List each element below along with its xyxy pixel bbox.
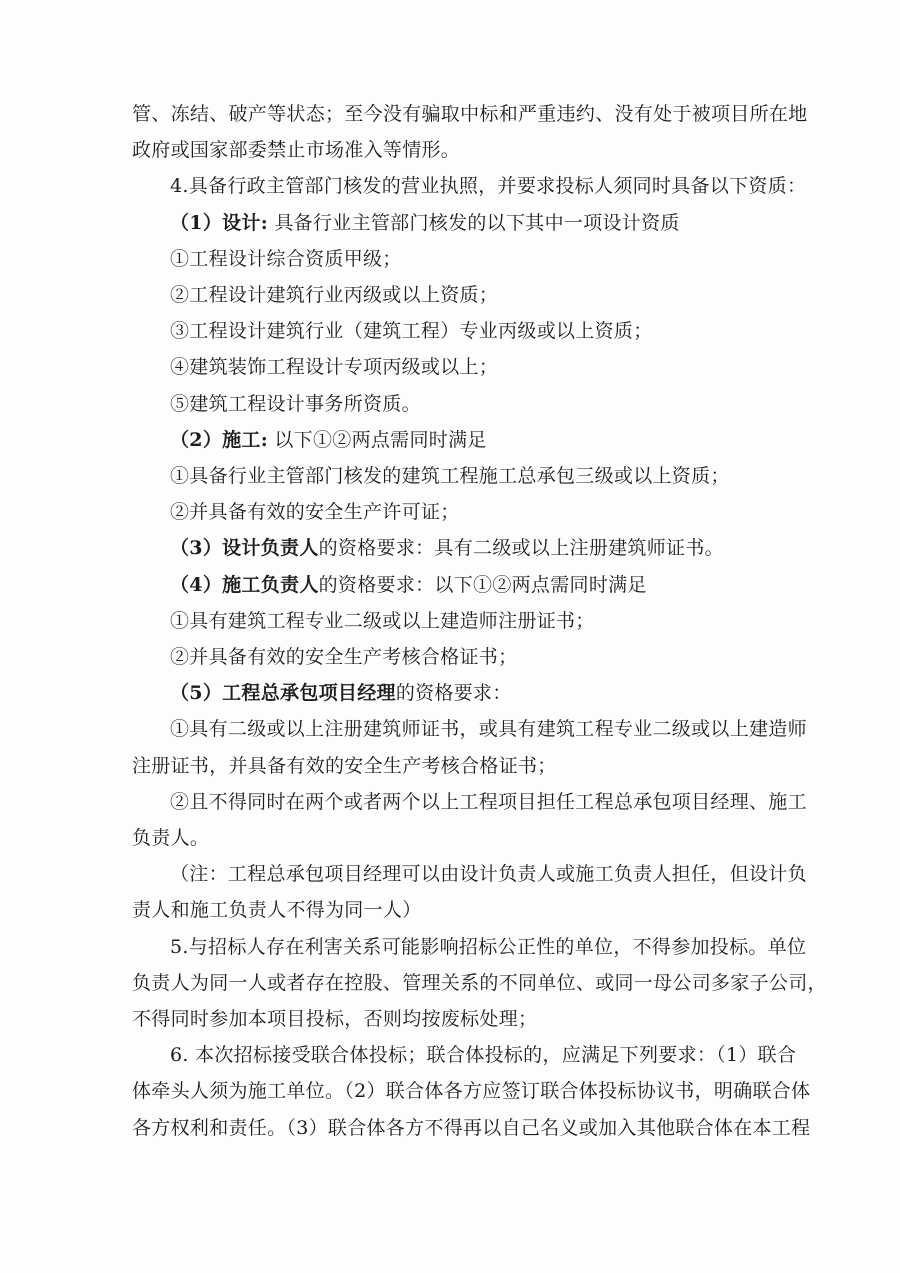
pm-heading: （5）工程总承包项目经理 xyxy=(170,682,396,705)
pm-heading-rest: 的资格要求： xyxy=(395,682,512,705)
construction-item: ②并具备有效的安全生产许可证； xyxy=(170,501,460,524)
construction-lead-rest: 的资格要求：以下①②两点需同时满足 xyxy=(318,573,647,596)
text-line: 负责人为同一人或者存在控股、管理关系的不同单位、或同一母公司多家子公司， xyxy=(132,971,827,994)
note-line: （注：工程总承包项目经理可以由设计负责人或施工负责人担任，但设计负 xyxy=(170,863,807,886)
text-line: 不得同时参加本项目投标，否则均按废标处理； xyxy=(132,1008,538,1031)
text-line: 4.具备行政主管部门核发的营业执照，并要求投标人须同时具备以下资质： xyxy=(170,175,807,198)
construction-heading-line xyxy=(132,422,772,458)
paragraph-status xyxy=(132,96,808,168)
design-heading: （1）设计: xyxy=(170,211,269,234)
text-line: 体牵头人须为施工单位。（2）联合体各方应签订联合体投标协议书，明确联合体 xyxy=(132,1080,811,1103)
text-line: 各方权利和责任。（3）联合体各方不得再以自己名义或加入其他联合体在本工程 xyxy=(132,1116,811,1139)
pm-item-line: 注册证书，并具备有效的安全生产考核合格证书； xyxy=(132,754,557,777)
design-item: ②工程设计建筑行业丙级或以上资质； xyxy=(170,284,499,307)
design-lead-rest: 的资格要求：具有二级或以上注册建筑师证书。 xyxy=(318,537,724,560)
design-item: ⑤建筑工程设计事务所资质。 xyxy=(170,392,421,415)
text-line: 管、冻结、破产等状态；至今没有骗取中标和严重违约、没有处于被项目所在地 xyxy=(132,103,808,125)
section-construction-lead xyxy=(132,567,772,676)
note-line: 责人和施工负责人不得为同一人） xyxy=(132,899,422,922)
pm-item-line: ②且不得同时在两个或者两个以上工程项目担任工程总承包项目经理、施工 xyxy=(170,790,807,813)
text-line: 6. 本次招标接受联合体投标；联合体投标的，应满足下列要求：（1）联合 xyxy=(170,1044,797,1067)
document-body xyxy=(132,96,827,1146)
construction-lead-item: ②并具备有效的安全生产考核合格证书； xyxy=(170,646,518,669)
design-heading-rest: 具备行业主管部门核发的以下其中一项设计资质 xyxy=(268,211,680,234)
text-line: 5.与招标人存在利害关系可能影响招标公正性的单位，不得参加投标。单位 xyxy=(170,935,807,958)
construction-item: ①具备行业主管部门核发的建筑工程施工总承包三级或以上资质； xyxy=(170,465,730,488)
paragraph-6 xyxy=(132,1037,811,1146)
text-line: 政府或国家部委禁止市场准入等情形。 xyxy=(132,139,461,162)
construction-heading-rest: 以下①②两点需同时满足 xyxy=(268,428,487,451)
construction-lead-heading: （4）施工负责人 xyxy=(170,573,319,596)
design-item: ④建筑装饰工程设计专项丙级或以上； xyxy=(170,356,499,379)
section-design-lead xyxy=(132,530,772,566)
pm-heading-line xyxy=(132,675,772,711)
construction-lead-item: ①具有建筑工程专业二级或以上建造师注册证书； xyxy=(170,609,595,632)
construction-lead-line xyxy=(132,567,772,603)
paragraph-note xyxy=(132,856,807,928)
design-item: ①工程设计综合资质甲级； xyxy=(170,247,402,270)
construction-heading: （2）施工: xyxy=(170,428,269,451)
design-heading-line xyxy=(132,205,772,241)
paragraph-5 xyxy=(132,929,827,1038)
design-lead-line xyxy=(132,530,772,566)
pm-item-line: ①具有二级或以上注册建筑师证书，或具有建筑工程专业二级或以上建造师 xyxy=(170,718,807,741)
design-lead-heading: （3）设计负责人 xyxy=(170,537,319,560)
paragraph-4 xyxy=(132,168,807,204)
pm-item-line: 负责人。 xyxy=(132,827,210,850)
section-project-manager xyxy=(132,675,807,856)
section-construction xyxy=(132,422,772,531)
section-design xyxy=(132,205,772,422)
design-item: ③工程设计建筑行业（建筑工程）专业丙级或以上资质； xyxy=(170,320,653,343)
